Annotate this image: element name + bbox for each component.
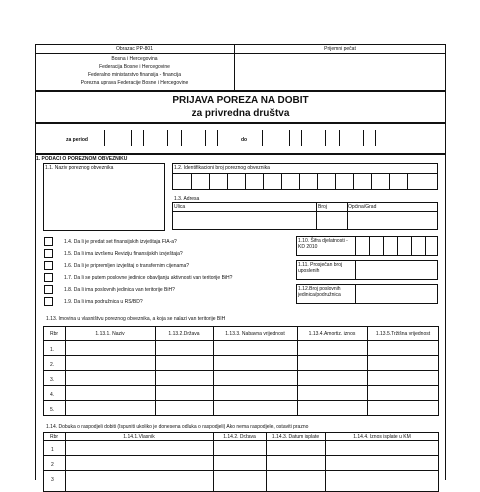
address-field[interactable]: [172, 202, 438, 230]
question-1-7: 1.7. Da li se putem poslovne jedinice obavljanju aktivnosti van teritorije BiH?: [64, 275, 233, 281]
question-1-4: 1.4. Da li je predat set finansijskih izvještaja FIA-a?: [64, 239, 177, 245]
question-1-9: 1.9. Da li ima podružnica u RS/BD?: [64, 299, 143, 305]
taxpayer-name-field[interactable]: [43, 163, 165, 231]
table113-row-2: 2.: [50, 362, 55, 368]
table113-row-5: 5.: [50, 407, 55, 413]
question-1-6: 1.6. Da li je pripremljen izvještaj o transfernim cijenama?: [64, 263, 190, 269]
table113-row-3: 3.: [50, 377, 55, 383]
table114-header-date: 1.14.3. Datum isplate: [271, 434, 320, 440]
table113-header-market: 1.13.5.Tržišna vrijednost: [375, 331, 431, 337]
period-to-field[interactable]: [262, 130, 376, 146]
table113-header-country: 1.13.2.Država: [168, 331, 200, 337]
activity-code-label: 1.10. Šifra djelatnosti - KD 2010: [298, 238, 348, 250]
authority-line-3: Federalno ministarstvo finansija - financija: [87, 72, 182, 78]
units-label: 1.12.Broj poslovnih jedinica/podružnica: [298, 286, 341, 298]
form-code: Obrazac PP-801: [116, 46, 153, 52]
question-1-8: 1.8. Da li ima poslovnih jedinica van teritorije BiH?: [64, 287, 175, 293]
address-label: 1.3. Adresa: [174, 196, 200, 202]
checkbox-1-4[interactable]: [44, 237, 53, 246]
authority-line-4: Porezna uprava Federacije Bosne i Hercegovine: [80, 80, 189, 86]
received-stamp-label: Prijemni pečat: [324, 46, 356, 52]
period-to-label: do: [241, 137, 248, 143]
table113-row-4: 4.: [50, 392, 55, 398]
checkbox-1-5[interactable]: [44, 249, 53, 258]
street-label: Ulica: [174, 204, 186, 210]
municipality-label: Općina/Grad: [348, 204, 377, 210]
checkbox-1-9[interactable]: [44, 297, 53, 306]
authority-line-1: Bosna i Hercegovina: [111, 56, 158, 62]
table113-header-purchase: 1.13.3. Nabavna vrijednost: [225, 331, 285, 337]
period-from-field[interactable]: [104, 130, 218, 146]
table114: [43, 432, 439, 492]
table114-header-country: 1.14.2. Država: [223, 434, 256, 440]
table114-caption: 1.14. Dobuka o raspodjeli dobiti (Ispuniti ukoliko je donesena odluka o raspodjeli) Ako nema raspodjele, ostaviti prazno: [46, 424, 309, 430]
table114-row-1: 1: [51, 447, 54, 453]
period-from-label: za period: [66, 137, 88, 143]
taxpayer-id-field[interactable]: [172, 163, 438, 190]
table113-header-rbr: Rbr: [49, 331, 59, 337]
number-label: Broj: [318, 204, 327, 210]
table113-caption: 1.13. Imovina u vlasništvu poreznog obveznika, a koja se nalazi van teritorije BIH: [46, 316, 226, 322]
checkbox-1-7[interactable]: [44, 273, 53, 282]
table114-row-2: 2: [51, 462, 54, 468]
question-1-5: 1.5. Da li ima izvršenu Reviziju finansijskih izvještaja?: [64, 251, 183, 257]
table114-header-owner: 1.14.1.Vlasnik: [123, 434, 155, 440]
header-code-underline: [35, 53, 446, 54]
taxpayer-id-label: 1.2. Identifikacioni broj poreznog obveznika: [174, 165, 270, 171]
checkbox-1-8[interactable]: [44, 285, 53, 294]
authority-line-2: Federacija Bosne i Hercegovine: [99, 64, 170, 70]
form-subtitle: za privredna društva: [191, 108, 290, 119]
section1-heading: 1. PODACI O POREZNOM OBVEZNIKU: [36, 156, 128, 162]
table114-header-amount: 1.14.4. Iznos isplate u KM: [353, 434, 411, 440]
table113-header-amort: 1.13.4.Amortiz. iznos: [308, 331, 356, 337]
taxpayer-name-label: 1.1. Naziv poreznog obveznika: [45, 165, 114, 171]
form-title: PRIJAVA POREZA NA DOBIT: [172, 95, 309, 106]
checkbox-1-6[interactable]: [44, 261, 53, 270]
table113-header-name: 1.13.1. Naziv: [95, 331, 125, 337]
employees-label: 1.11. Prosječan broj uposlenih: [298, 262, 343, 274]
table114-header-rbr: Rbr: [49, 434, 59, 440]
table114-row-3: 3: [51, 477, 54, 483]
table113-row-1: 1.: [50, 347, 55, 353]
